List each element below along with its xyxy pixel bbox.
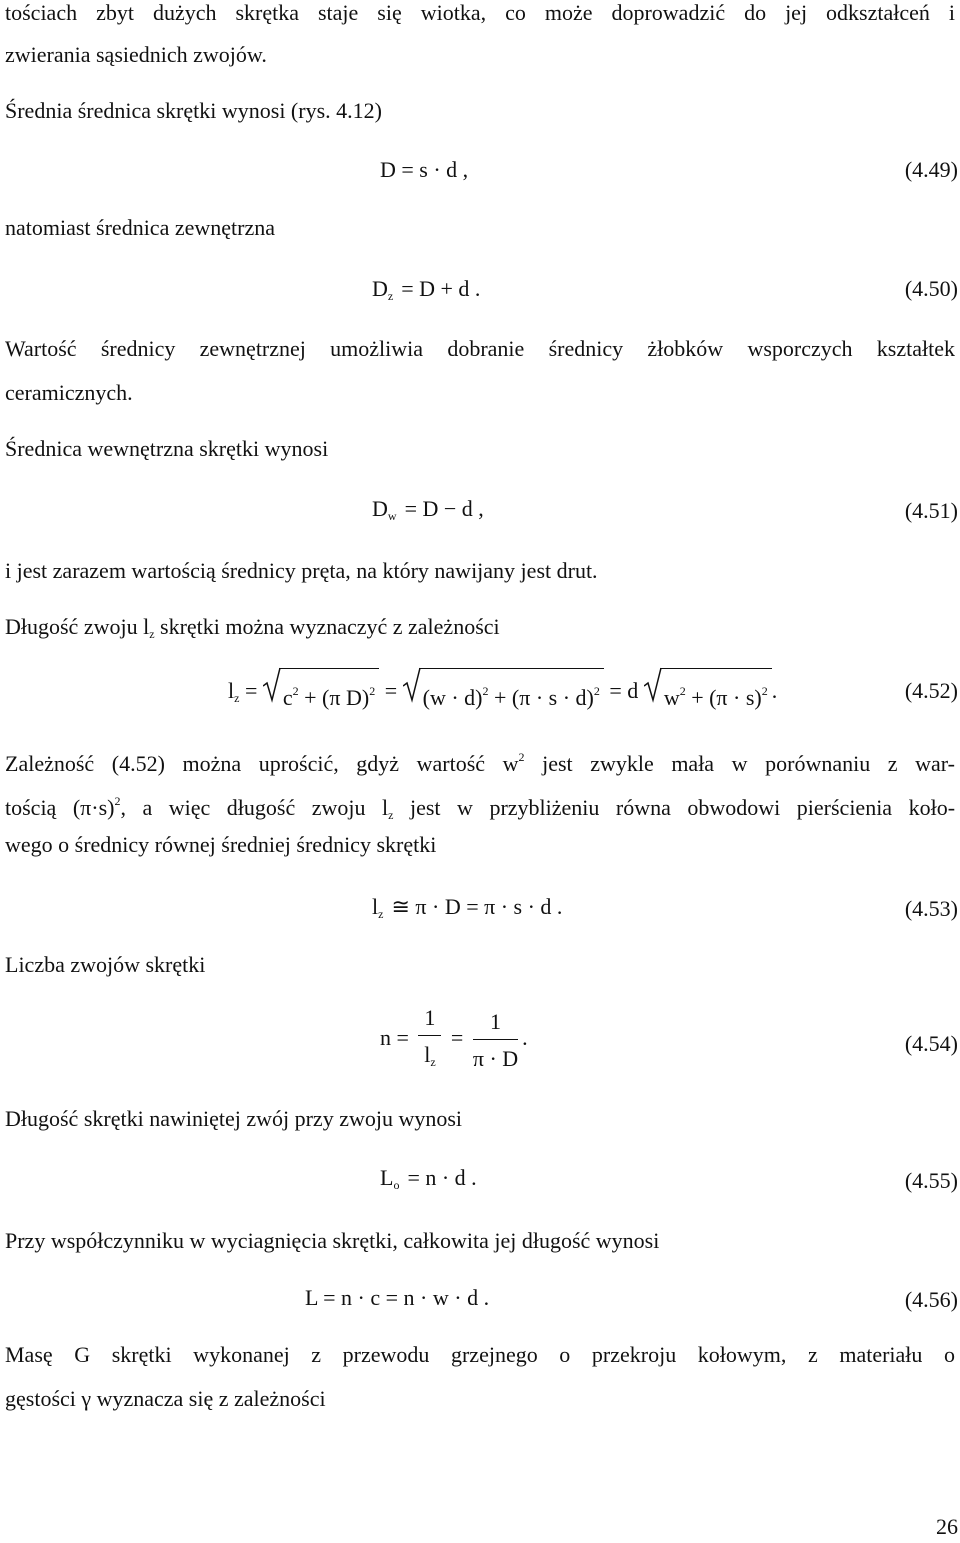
equation-number-4-51: (4.51) (904, 498, 958, 523)
text-line-13: Liczba zwojów skrętki (5, 952, 206, 977)
eq55-rhs: = n · d . (407, 1165, 477, 1190)
fraction-2 (473, 1007, 518, 1074)
equation-4-54 (380, 1003, 528, 1077)
eq55-l: L (380, 1165, 394, 1190)
frac1-den (418, 1036, 441, 1077)
equation-number-4-52: (4.52) (904, 678, 958, 703)
eq53-rhs: ≅ π · D = π · s · d . (391, 894, 563, 919)
frac1-num: 1 (418, 1003, 441, 1036)
l11-sub: z (388, 808, 394, 822)
eq52-ps: + (π · s) (691, 685, 762, 710)
equation-4-49: D = s · d , (380, 157, 469, 182)
equation-number-4-53: (4.53) (904, 896, 958, 921)
eq50-sub: z (387, 289, 394, 303)
frac1-den-sub: z (430, 1055, 436, 1069)
eq52-w: w (663, 685, 680, 710)
eq52-sub: z (234, 691, 240, 706)
eq52-c: c (282, 685, 293, 710)
l10-sup: 2 (518, 750, 525, 764)
equation-4-50 (372, 274, 480, 311)
l11-sup: 2 (114, 794, 121, 808)
text-line-12: wego o średnicy równej średniej średnicy skrętki (5, 832, 437, 857)
equation-number-4-54: (4.54) (904, 1031, 958, 1056)
eq52-sup4: 2 (593, 684, 600, 698)
eq54-end: . (522, 1025, 528, 1051)
text-line-16: Masę G skrętki wykonanej z przewodu grzejnego o przekroju kołowym, z materiału o (5, 1342, 955, 1367)
sqrt-3 (644, 668, 772, 718)
eq53-l: l (372, 894, 379, 919)
text-line-14: Długość skrętki nawiniętej zwój przy zwoju wynosi (5, 1106, 463, 1131)
l10-b: jest zwykle mała w porównaniu z war- (542, 751, 955, 776)
eq50-d: D (372, 276, 388, 301)
equation-number-4-50: (4.50) (904, 276, 958, 301)
eq53-sub: z (378, 907, 384, 921)
eq55-sub: o (393, 1178, 400, 1192)
text-line-15: Przy współczynniku w wyciagnięcia skrętki, całkowita jej długość wynosi (5, 1228, 660, 1253)
equation-4-51 (372, 494, 484, 531)
eq52-end: . (771, 678, 778, 704)
text-line-11 (5, 788, 955, 828)
eq52-eq3: = d (609, 678, 639, 704)
text-line-1: tościach zbyt dużych skrętka staje się wiotka, co może doprowadzić do jej odkształceń i (5, 0, 955, 25)
eq52-pid: + (π D) (304, 685, 370, 710)
page-number: 26 (936, 1514, 958, 1539)
eq54-eq: = (450, 1025, 464, 1051)
l11-b: , a więc długość zwoju l (120, 795, 389, 820)
equation-number-4-49: (4.49) (904, 157, 958, 182)
eq52-sup1: 2 (292, 684, 299, 698)
frac1-den-l: l (424, 1042, 431, 1067)
equation-4-52 (228, 668, 777, 718)
fraction-1 (418, 1003, 441, 1077)
eq52-wd: (w · d) (422, 685, 483, 710)
l9-sub: z (149, 627, 155, 641)
eq52-sup5: 2 (679, 684, 686, 698)
text-line-3: Średnia średnica skrętki wynosi (rys. 4.12) (5, 98, 382, 123)
eq52-lhs: l (228, 678, 235, 704)
l11-c: jest w przybliżeniu równa obwodowi pierścienia koło- (409, 795, 956, 820)
text-line-8: i jest zarazem wartością średnicy pręta, na który nawijany jest drut. (5, 558, 598, 583)
frac2-num: 1 (473, 1007, 518, 1040)
text-line-2: zwierania sąsiednich zwojów. (5, 42, 267, 67)
equation-4-53 (372, 892, 562, 929)
text-line-10 (5, 744, 955, 777)
eq52-sup2: 2 (369, 684, 376, 698)
eq52-eq2: = (384, 678, 398, 704)
eq50-rhs: = D + d . (401, 276, 481, 301)
equation-4-56: L = n · c = n · w · d . (305, 1285, 490, 1310)
equation-4-55 (380, 1163, 477, 1200)
eq52-psd: + (π · s · d) (494, 685, 594, 710)
text-line-5: Wartość średnicy zewnętrznej umożliwia dobranie średnicy żłobków wsporczych kształtek (5, 336, 955, 361)
text-line-6: ceramicznych. (5, 380, 133, 405)
l9-b: skrętki można wyznaczyć z zależności (160, 614, 500, 639)
eq52-sup3: 2 (482, 684, 489, 698)
text-line-9 (5, 614, 500, 647)
text-line-17: gęstości γ wyznacza się z zależności (5, 1386, 326, 1411)
l11-a: tością (π·s) (5, 795, 115, 820)
eq52-eq1: = (244, 678, 258, 704)
l10-a: Zależność (4.52) można uprościć, gdyż wartość w (5, 751, 519, 776)
text-line-7: Średnica wewnętrzna skrętki wynosi (5, 436, 329, 461)
l9-a: Długość zwoju l (5, 614, 150, 639)
eq51-sub: w (387, 509, 397, 523)
eq51-rhs: = D − d , (404, 496, 484, 521)
sqrt-2 (403, 668, 604, 718)
sqrt-1 (263, 668, 379, 718)
equation-number-4-56: (4.56) (904, 1287, 958, 1312)
eq51-d: D (372, 496, 388, 521)
eq52-sup6: 2 (761, 684, 768, 698)
equation-number-4-55: (4.55) (904, 1168, 958, 1193)
eq54-lhs: n = (380, 1025, 409, 1051)
frac2-den: π · D (472, 1045, 519, 1071)
text-line-4: natomiast średnica zewnętrzna (5, 215, 275, 240)
